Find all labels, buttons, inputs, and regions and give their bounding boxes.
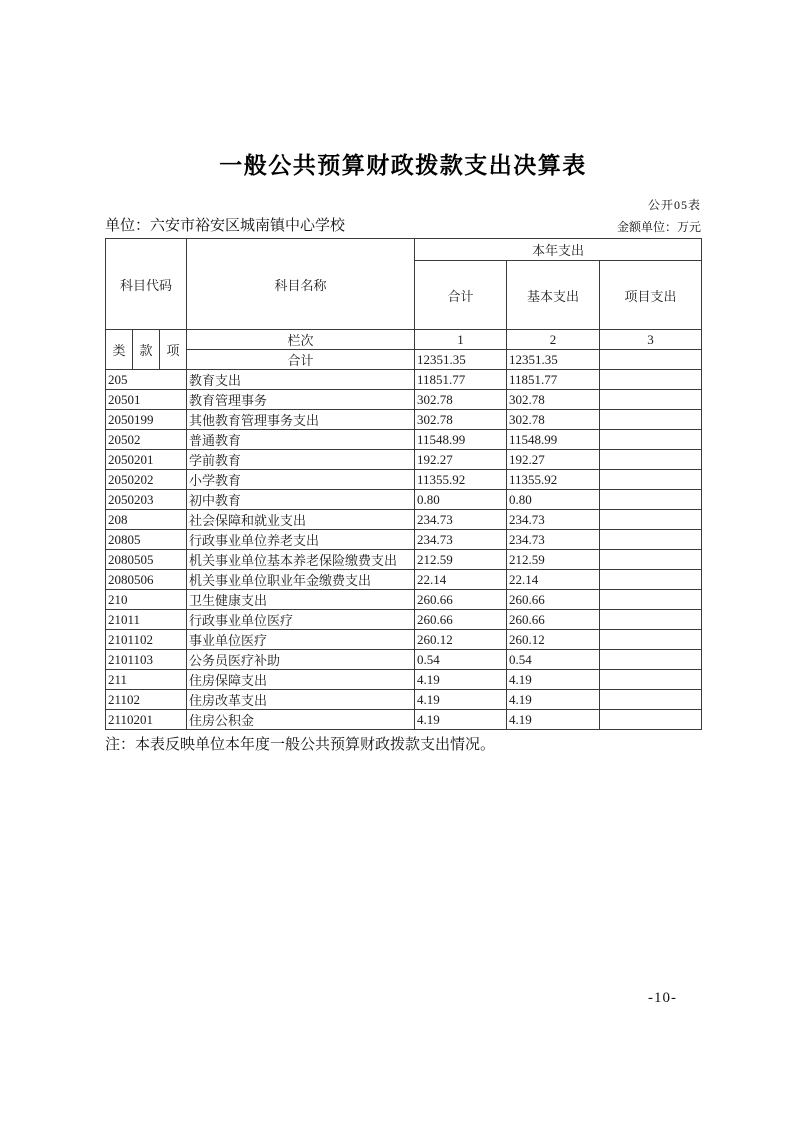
total-value-cell: 0.80	[415, 490, 507, 510]
project-expense-value-cell	[600, 390, 702, 410]
total-value-cell: 0.54	[415, 650, 507, 670]
table-row	[106, 590, 702, 610]
project-expense-value-cell	[600, 590, 702, 610]
page-title: 一般公共预算财政拨款支出决算表	[219, 153, 587, 178]
header-code-class: 类	[106, 330, 133, 370]
table-row	[106, 450, 702, 470]
basic-expense-value-cell: 0.54	[507, 650, 600, 670]
subject-name-cell: 住房公积金	[187, 710, 415, 730]
subject-code-cell: 20805	[106, 530, 187, 550]
project-expense-value-cell	[600, 670, 702, 690]
table-row	[106, 650, 702, 670]
subject-code-cell: 211	[106, 670, 187, 690]
total-value-cell: 212.59	[415, 550, 507, 570]
project-expense-value-cell	[600, 690, 702, 710]
grand-total-label-cell: 合计	[187, 350, 415, 370]
project-expense-value-cell	[600, 450, 702, 470]
total-value-cell: 234.73	[415, 530, 507, 550]
project-expense-value-cell	[600, 510, 702, 530]
project-expense-value-cell	[600, 370, 702, 390]
project-expense-value-cell	[600, 610, 702, 630]
table-row	[106, 390, 702, 410]
table-row	[106, 630, 702, 650]
project-expense-value-cell	[600, 650, 702, 670]
subject-code-cell: 21102	[106, 690, 187, 710]
total-value-cell: 260.66	[415, 590, 507, 610]
basic-expense-value-cell: 260.66	[507, 590, 600, 610]
subject-code-cell: 2110201	[106, 710, 187, 730]
table-row	[106, 670, 702, 690]
total-value-cell: 11851.77	[415, 370, 507, 390]
subject-name-cell: 教育管理事务	[187, 390, 415, 410]
subject-code-cell: 2080505	[106, 550, 187, 570]
subject-name-cell: 行政事业单位养老支出	[187, 530, 415, 550]
table-row	[106, 490, 702, 510]
document-content	[105, 0, 701, 754]
table-row	[106, 690, 702, 710]
subject-code-cell: 2080506	[106, 570, 187, 590]
header-subject-name: 科目名称	[187, 239, 415, 330]
project-expense-value-cell	[600, 410, 702, 430]
subject-code-cell: 2050202	[106, 470, 187, 490]
subject-code-cell: 2101102	[106, 630, 187, 650]
basic-expense-value-cell: 192.27	[507, 450, 600, 470]
subject-name-cell: 学前教育	[187, 450, 415, 470]
subject-code-cell: 2050199	[106, 410, 187, 430]
project-expense-value-cell	[600, 570, 702, 590]
table-row	[106, 530, 702, 550]
total-value-cell: 4.19	[415, 710, 507, 730]
lane-number-2: 2	[507, 330, 600, 350]
table-row	[106, 410, 702, 430]
total-value-cell: 4.19	[415, 670, 507, 690]
table-row	[106, 510, 702, 530]
project-expense-value-cell	[600, 710, 702, 730]
table-row	[106, 710, 702, 730]
lane-number-1: 1	[415, 330, 507, 350]
header-row-1	[106, 239, 702, 261]
basic-expense-value-cell: 4.19	[507, 710, 600, 730]
table-row	[106, 570, 702, 590]
subject-code-cell: 20502	[106, 430, 187, 450]
subject-name-cell: 行政事业单位医疗	[187, 610, 415, 630]
header-code-item: 项	[160, 330, 187, 370]
basic-expense-value-cell: 11851.77	[507, 370, 600, 390]
total-value-cell: 234.73	[415, 510, 507, 530]
subject-name-cell: 社会保障和就业支出	[187, 510, 415, 530]
subject-name-cell: 机关事业单位基本养老保险缴费支出	[187, 550, 415, 570]
table-row	[106, 430, 702, 450]
total-value-cell: 260.12	[415, 630, 507, 650]
total-value-cell: 302.78	[415, 390, 507, 410]
subject-name-cell: 公务员医疗补助	[187, 650, 415, 670]
subject-code-cell: 2101103	[106, 650, 187, 670]
total-value-cell: 11355.92	[415, 470, 507, 490]
basic-expense-value-cell: 302.78	[507, 410, 600, 430]
table-row	[106, 370, 702, 390]
total-value-cell: 4.19	[415, 690, 507, 710]
total-value-cell: 11548.99	[415, 430, 507, 450]
table-row	[106, 610, 702, 630]
subject-code-cell: 20501	[106, 390, 187, 410]
subject-name-cell: 住房保障支出	[187, 670, 415, 690]
lane-number-3: 3	[600, 330, 702, 350]
basic-expense-value-cell: 302.78	[507, 390, 600, 410]
basic-expense-value-cell: 0.80	[507, 490, 600, 510]
project-expense-value-cell	[600, 430, 702, 450]
subject-code-cell: 208	[106, 510, 187, 530]
basic-expense-value-cell: 260.12	[507, 630, 600, 650]
footnote: 注：本表反映单位本年度一般公共预算财政拨款支出情况。	[105, 737, 496, 753]
grand-total-project-cell	[600, 350, 702, 370]
subject-code-cell: 2050201	[106, 450, 187, 470]
basic-expense-value-cell: 4.19	[507, 690, 600, 710]
header-year-expense-group: 本年支出	[415, 239, 702, 261]
total-value-cell: 302.78	[415, 410, 507, 430]
total-value-cell: 260.66	[415, 610, 507, 630]
grand-total-basic-cell: 12351.35	[507, 350, 600, 370]
subject-code-cell: 2050203	[106, 490, 187, 510]
total-value-cell: 22.14	[415, 570, 507, 590]
unit-row	[105, 214, 701, 235]
header-col-total: 合计	[415, 261, 507, 330]
basic-expense-value-cell: 11548.99	[507, 430, 600, 450]
lane-row	[106, 330, 702, 350]
basic-expense-value-cell: 234.73	[507, 510, 600, 530]
basic-expense-value-cell: 22.14	[507, 570, 600, 590]
project-expense-value-cell	[600, 530, 702, 550]
subject-name-cell: 初中教育	[187, 490, 415, 510]
lane-label-cell: 栏次	[187, 330, 415, 350]
subject-code-cell: 210	[106, 590, 187, 610]
table-code-label: 公开05表	[647, 198, 701, 212]
header-code-section: 款	[133, 330, 160, 370]
total-value-cell: 192.27	[415, 450, 507, 470]
subject-name-cell: 住房改革支出	[187, 690, 415, 710]
header-col-basic: 基本支出	[507, 261, 600, 330]
unit-name-label: 单位：六安市裕安区城南镇中心学校	[105, 218, 346, 234]
header-subject-code: 科目代码	[106, 239, 187, 330]
table-body	[106, 370, 702, 730]
project-expense-value-cell	[600, 550, 702, 570]
subject-code-cell: 205	[106, 370, 187, 390]
subject-name-cell: 卫生健康支出	[187, 590, 415, 610]
subject-name-cell: 普通教育	[187, 430, 415, 450]
subject-name-cell: 机关事业单位职业年金缴费支出	[187, 570, 415, 590]
budget-table	[105, 238, 702, 730]
subject-name-cell: 事业单位医疗	[187, 630, 415, 650]
subject-name-cell: 教育支出	[187, 370, 415, 390]
project-expense-value-cell	[600, 470, 702, 490]
project-expense-value-cell	[600, 490, 702, 510]
grand-total-value-cell: 12351.35	[415, 350, 507, 370]
subject-name-cell: 其他教育管理事务支出	[187, 410, 415, 430]
basic-expense-value-cell: 260.66	[507, 610, 600, 630]
project-expense-value-cell	[600, 630, 702, 650]
table-row	[106, 470, 702, 490]
basic-expense-value-cell: 212.59	[507, 550, 600, 570]
amount-unit-label: 金额单位：万元	[616, 220, 701, 234]
page-number: -10-	[648, 990, 677, 1006]
basic-expense-value-cell: 4.19	[507, 670, 600, 690]
basic-expense-value-cell: 234.73	[507, 530, 600, 550]
subject-code-cell: 21011	[106, 610, 187, 630]
table-row	[106, 550, 702, 570]
header-col-project: 项目支出	[600, 261, 702, 330]
subject-name-cell: 小学教育	[187, 470, 415, 490]
basic-expense-value-cell: 11355.92	[507, 470, 600, 490]
grand-total-row	[106, 350, 702, 370]
